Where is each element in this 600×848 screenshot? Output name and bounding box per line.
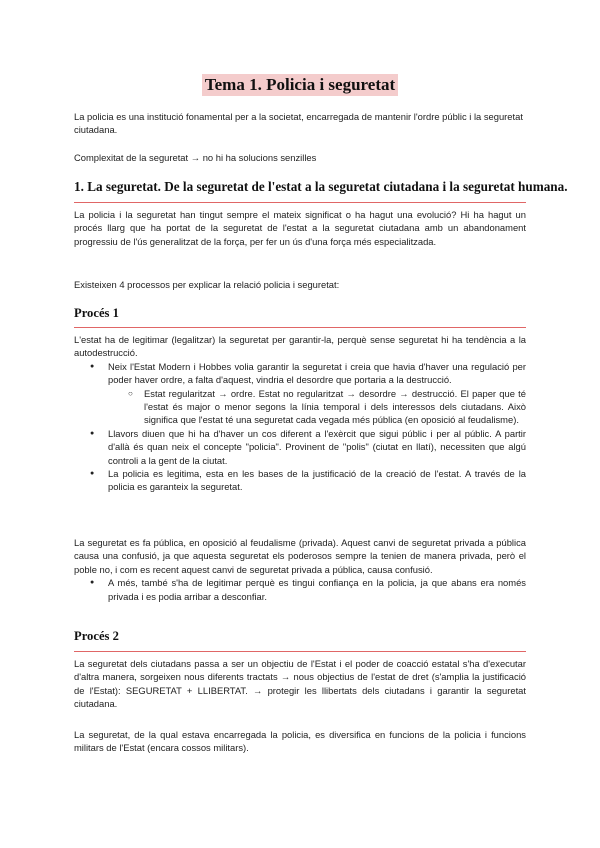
section-1-rule <box>74 202 526 203</box>
proces-1-bullet-1: ● Neix l'Estat Modern i Hobbes volia garantir la seguretat i creia que havia d'haver una regulació per poder haver ordre, a falta d'aquest, vindria el desordre que portaria a la destrucció. <box>74 360 526 387</box>
proces-1-intro: L'estat ha de legitimar (legalitzar) la seguretat per garantir-la, perquè sense seguretat hi ha tendència a la autodestrucció. <box>74 334 526 359</box>
proces-2-heading: Procés 2 <box>74 629 119 643</box>
proces-1-subbullet-1: ○ Estat regularitzat → ordre. Estat no regularitzat → desordre → destrucció. El paper que té l'estat és major o menor segons la línia temporal i dels interessos dels ciutadans. Això significa que l'estat té una seguretat cada vegada més pública (en oposició al feudalisme). <box>74 387 526 427</box>
processes-intro: Existeixen 4 processos per explicar la relació policia i seguretat: <box>74 279 340 290</box>
proces-2-paragraph-2: La seguretat, de la qual estava encarregada la policia, es diversifica en funcions de la policia i funcions militars de l'Estat (encara cossos militars). <box>74 729 526 754</box>
proces-1-list <box>74 360 526 494</box>
proces-2-paragraph-1: La seguretat dels ciutadans passa a ser un objectiu de l'Estat i el poder de coacció estatal s'ha d'executar d'altra manera, sorgeixen nous diferents tractats → nous objectius de l'estat de dret (s'amplia la justificació de l'Estat): SEGURETAT + LLIBERTAT. → protegir les llibertats dels ciutadans i garantir la seguretat ciutadana. <box>74 658 526 710</box>
page-title: Tema 1. Policia i seguretat <box>202 74 398 96</box>
intro-paragraph: La policia es una institució fonamental per a la societat, encarregada de mantenir l'ordre públic i la seguretat ciutadana. <box>74 111 523 136</box>
proces-1-rule <box>74 327 526 328</box>
proces-2-rule <box>74 651 526 652</box>
proces-1-content <box>74 333 526 494</box>
complexity-line: Complexitat de la seguretat → no hi ha solucions senzilles <box>74 152 317 163</box>
proces-1-second <box>74 536 526 603</box>
proces-1-bullet-4: ● A més, també s'ha de legitimar perquè es tingui confiança en la policia, ja que abans era només privada i es podia arribar a desconfiar. <box>74 576 526 603</box>
proces-1-list-2 <box>74 576 526 603</box>
proces-1-bullet-3: ● La policia es legitima, esta en les bases de la justificació de la creació de l'estat. A través de la policia es garanteix la seguretat. <box>74 467 526 494</box>
proces-1-heading: Procés 1 <box>74 306 119 320</box>
title-wrapper <box>0 74 600 96</box>
section-1-heading: 1. La seguretat. De la seguretat de l'estat a la seguretat ciutadana i la seguretat humana. <box>74 179 568 194</box>
proces-1-paragraph-2: La seguretat es fa pública, en oposició al feudalisme (privada). Aquest canvi de seguretat privada a pública causa una confusió, ja que aquesta seguretat els poderosos sempre la tenien de manera privada, però el poble no, i com es recent aquest canvi de seguretat privada a pública, causa confusió. <box>74 537 526 575</box>
proces-1-bullet-2: ● Llavors diuen que hi ha d'haver un cos diferent a l'exèrcit que sigui públic i per al públic. A partir d'allà és quan neix el concepte "policia". Provinent de "polis" (ciutat en llatí), necessiten que algú controli a la gent de la ciutat. <box>74 427 526 467</box>
section-1-paragraph: La policia i la seguretat han tingut sempre el mateix significat o ha hagut una evolució? Hi ha hagut un procés llarg que ha portat de la seguretat de l'estat a la seguretat ciutadana amb un abandonament progressiu de l'ús generalitzat de la força, per fer un ús d'una força més especialitzada. <box>74 209 526 247</box>
